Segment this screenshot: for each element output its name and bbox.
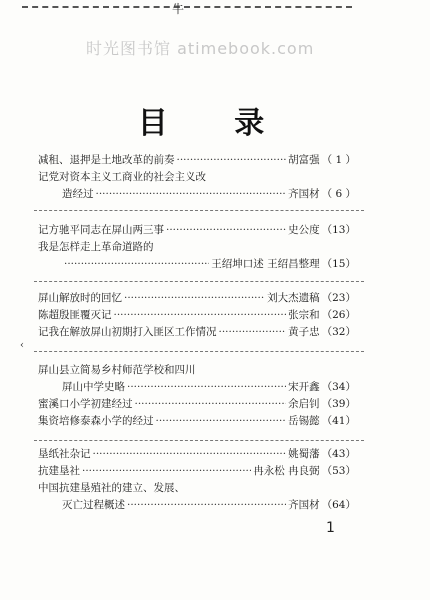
entry-page: （ 1 ） [321, 154, 356, 166]
entry-title: 屏山中学史略 [62, 381, 125, 393]
leader-dots [166, 222, 286, 238]
toc-entry[interactable] [38, 290, 356, 306]
entry-page: （23） [321, 292, 356, 304]
section-divider [34, 351, 364, 352]
leader-dots [219, 324, 287, 340]
entry-page: （41） [321, 415, 356, 427]
toc-entry[interactable] [62, 497, 356, 513]
watermark: 时光图书馆 atimebook.com [86, 39, 315, 58]
entry-title: 记我在解放屏山初期打入匪区工作情况 [38, 326, 217, 338]
leader-dots [127, 497, 286, 513]
entry-title: 记方驰平同志在屏山两三事 [38, 224, 164, 236]
section-divider [34, 210, 364, 211]
entry-title: 垦纸社杂记 [38, 448, 91, 460]
margin-mark: ‹ [20, 340, 24, 351]
toc-entry[interactable] [38, 152, 356, 168]
toc-entry[interactable] [38, 446, 356, 462]
entry-title: 集资培修泰森小学的经过 [38, 415, 154, 427]
leader-dots [82, 463, 251, 479]
entry-page: （26） [321, 309, 356, 321]
entry-page: （32） [321, 326, 356, 338]
toc-entry[interactable] [38, 222, 356, 238]
toc-entry[interactable] [38, 307, 356, 323]
leader-dots [124, 290, 265, 306]
section-divider [34, 440, 364, 441]
page-number: 1 [326, 520, 335, 536]
leader-dots [177, 152, 287, 168]
leader-dots [114, 307, 287, 323]
toc-entry[interactable] [38, 324, 356, 340]
page-title: 目 录 [137, 106, 293, 141]
entry-title: 灭亡过程概述 [62, 499, 125, 511]
toc-entry[interactable] [38, 463, 356, 479]
toc-entry[interactable] [38, 396, 356, 412]
entry-author: 胡富强 [288, 154, 320, 166]
entry-author: 齐国材 [288, 188, 320, 200]
leader-dots [127, 379, 286, 395]
leader-dots [64, 256, 209, 272]
leader-dots [96, 186, 287, 202]
entry-author: 余启钊 [288, 398, 320, 410]
leader-dots [93, 446, 287, 462]
toc-entry[interactable] [62, 379, 356, 395]
entry-author: 王绍坤口述 王绍昌整理 [211, 258, 320, 270]
entry-title: 屏山县立简易乡村师范学校和四川 [38, 364, 196, 376]
entry-page: （15） [321, 258, 356, 270]
leader-dots [156, 413, 287, 429]
toc-entry[interactable] [38, 480, 356, 496]
toc-entry[interactable] [62, 256, 356, 272]
entry-author: 姚蜀藩 [288, 448, 320, 460]
entry-title: 蜜溪口小学初建经过 [38, 398, 133, 410]
entry-page: （53） [321, 465, 356, 477]
section-divider [34, 281, 364, 282]
header-dashed-rule [22, 6, 352, 8]
entry-title: 减租、退押是土地改革的前奏 [38, 154, 175, 166]
entry-author: 岳锡懿 [288, 415, 320, 427]
entry-title: 我是怎样走上革命道路的 [38, 241, 154, 253]
header-mark: 牛 [172, 2, 185, 16]
entry-page: （64） [321, 499, 356, 511]
entry-page: （43） [321, 448, 356, 460]
toc-entry[interactable] [38, 169, 356, 185]
entry-title: 陈超殷匪覆灭记 [38, 309, 112, 321]
entry-author: 宋开鑫 [288, 381, 320, 393]
entry-author: 冉永松 冉良弼 [253, 465, 320, 477]
entry-author: 张宗和 [288, 309, 320, 321]
entry-title: 记党对资本主义工商业的社会主义改 [38, 171, 206, 183]
entry-page: （34） [321, 381, 356, 393]
entry-author: 史公度 [288, 224, 320, 236]
entry-title: 中国抗建垦殖社的建立、发展、 [38, 482, 185, 494]
entry-page: （ 6 ） [321, 188, 356, 200]
toc-entry[interactable] [38, 413, 356, 429]
toc-entry[interactable] [62, 186, 356, 202]
entry-author: 齐国材 [288, 499, 320, 511]
toc-entry[interactable] [38, 362, 356, 378]
entry-page: （13） [321, 224, 356, 236]
entry-title: 抗建垦社 [38, 465, 80, 477]
entry-title: 屏山解放时的回忆 [38, 292, 122, 304]
entry-author: 刘大杰遗稿 [267, 292, 320, 304]
entry-author: 黄子忠 [288, 326, 320, 338]
entry-page: （39） [321, 398, 356, 410]
toc-entry[interactable] [38, 239, 356, 255]
leader-dots [135, 396, 287, 412]
entry-title: 造经过 [62, 188, 94, 200]
